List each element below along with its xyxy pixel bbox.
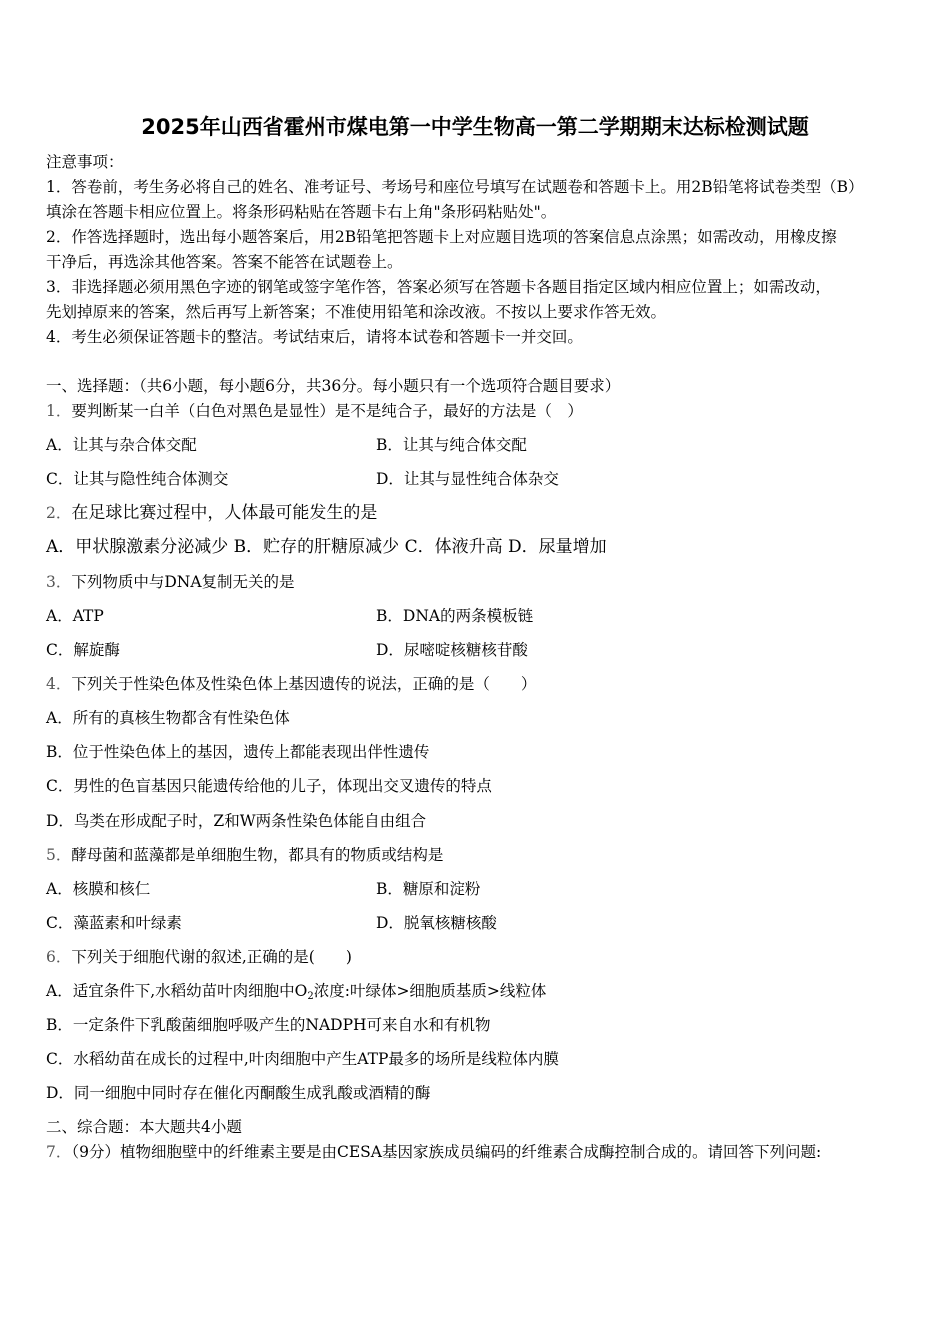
- question-2-options: A．甲状腺激素分泌减少 B．贮存的肝糖原减少 C．体液升高 D．尿量增加: [46, 537, 607, 557]
- question-number: 1．: [46, 402, 72, 420]
- question-text: 酵母菌和蓝藻都是单细胞生物，都具有的物质或结构是: [71, 846, 444, 864]
- question-number: 7．: [46, 1143, 72, 1161]
- page-title: 2025年山西省霍州市煤电第一中学生物高一第二学期期末达标检测试题: [141, 115, 809, 139]
- option-b: B．让其与纯合体交配: [376, 436, 527, 454]
- notice-line: 4．考生必须保证答题卡的整洁。考试结束后，请将本试卷和答题卡一并交回。: [46, 328, 583, 346]
- option-a: A．所有的真核生物都含有性染色体: [46, 709, 290, 727]
- notice-heading: 注意事项：: [46, 153, 124, 171]
- subscript: 2: [307, 991, 314, 1002]
- notice-line: 3．非选择题必须用黑色字迹的钢笔或签字笔作答，答案必须写在答题卡各题目指定区域内相应位置上；如需改动，: [46, 278, 831, 296]
- option-d: D．鸟类在形成配子时，Z和W两条性染色体能自由组合: [46, 812, 427, 830]
- question-number: 5．: [46, 846, 72, 864]
- notice-line: 1．答卷前，考生务必将自己的姓名、准考证号、考场号和座位号填写在试题卷和答题卡上。用2B铅笔将试卷类型（B）: [46, 178, 864, 196]
- option-c: C．男性的色盲基因只能遗传给他的儿子，体现出交叉遗传的特点: [46, 777, 492, 795]
- notice-line: 2．作答选择题时，选出每小题答案后，用2B铅笔把答题卡上对应题目选项的答案信息点涂黑；如需改动，用橡皮擦: [46, 228, 837, 246]
- option-a-text: A．适宜条件下,水稻幼苗叶肉细胞中O: [46, 982, 308, 1000]
- question-7: [46, 1142, 821, 1162]
- question-1: [46, 401, 583, 421]
- option-c: C．解旋酶: [46, 641, 120, 659]
- option-c: C．藻蓝素和叶绿素: [46, 914, 182, 932]
- question-number: 4．: [46, 675, 72, 693]
- option-a-text-rest: 浓度:叶绿体>细胞质基质>线粒体: [313, 982, 547, 1000]
- question-number: 6．: [46, 948, 72, 966]
- option-c: C．让其与隐性纯合体测交: [46, 470, 229, 488]
- notice-line: 干净后，再选涂其他答案。答案不能答在试题卷上。: [46, 253, 403, 271]
- question-2: [46, 503, 377, 523]
- option-a: A．核膜和核仁: [46, 880, 151, 898]
- question-number: 2．: [46, 504, 72, 522]
- option-b: B．糖原和淀粉: [376, 880, 481, 898]
- option-a: A．ATP: [46, 607, 104, 625]
- option-d: D．脱氧核糖核酸: [376, 914, 497, 932]
- notice-line: 先划掉原来的答案，然后再写上新答案；不准使用铅笔和涂改液。不按以上要求作答无效。: [46, 303, 667, 321]
- question-text: 在足球比赛过程中，人体最可能发生的是: [71, 503, 378, 523]
- question-text: 下列关于性染色体及性染色体上基因遗传的说法，正确的是（ ）: [71, 675, 537, 693]
- option-a: [46, 981, 546, 1001]
- notice-line: 填涂在答题卡相应位置上。将条形码粘贴在答题卡右上角"条形码粘贴处"。: [46, 203, 557, 221]
- question-number: 3．: [46, 573, 72, 591]
- option-a: A．让其与杂合体交配: [46, 436, 197, 454]
- question-5: [46, 845, 443, 865]
- section-heading-choice: 一、选择题：（共6小题，每小题6分，共36分。每小题只有一个选项符合题目要求）: [46, 377, 621, 395]
- option-c: C．水稻幼苗在成长的过程中,叶肉细胞中产生ATP最多的场所是线粒体内膜: [46, 1050, 559, 1068]
- option-d: D．尿嘧啶核糖核苷酸: [376, 641, 528, 659]
- question-3: [46, 572, 295, 592]
- question-text: 下列关于细胞代谢的叙述,正确的是( ): [71, 948, 352, 966]
- question-text: （9分）植物细胞壁中的纤维素主要是由CESA基因家族成员编码的纤维素合成酶控制合成的。请回答下列问题:: [71, 1143, 822, 1161]
- question-6: [46, 947, 352, 967]
- option-b: B．一定条件下乳酸菌细胞呼吸产生的NADPH可来自水和有机物: [46, 1016, 491, 1034]
- question-text: 要判断某一白羊（白色对黑色是显性）是不是纯合子，最好的方法是（ ）: [71, 402, 583, 420]
- option-d: D．同一细胞中同时存在催化丙酮酸生成乳酸或酒精的酶: [46, 1084, 431, 1102]
- option-b: B．位于性染色体上的基因，遗传上都能表现出伴性遗传: [46, 743, 430, 761]
- option-d: D．让其与显性纯合体杂交: [376, 470, 559, 488]
- option-b: B．DNA的两条模板链: [376, 607, 534, 625]
- question-text: 下列物质中与DNA复制无关的是: [71, 573, 295, 591]
- section-heading-comprehensive: 二、综合题：本大题共4小题: [46, 1118, 242, 1136]
- question-4: [46, 674, 536, 694]
